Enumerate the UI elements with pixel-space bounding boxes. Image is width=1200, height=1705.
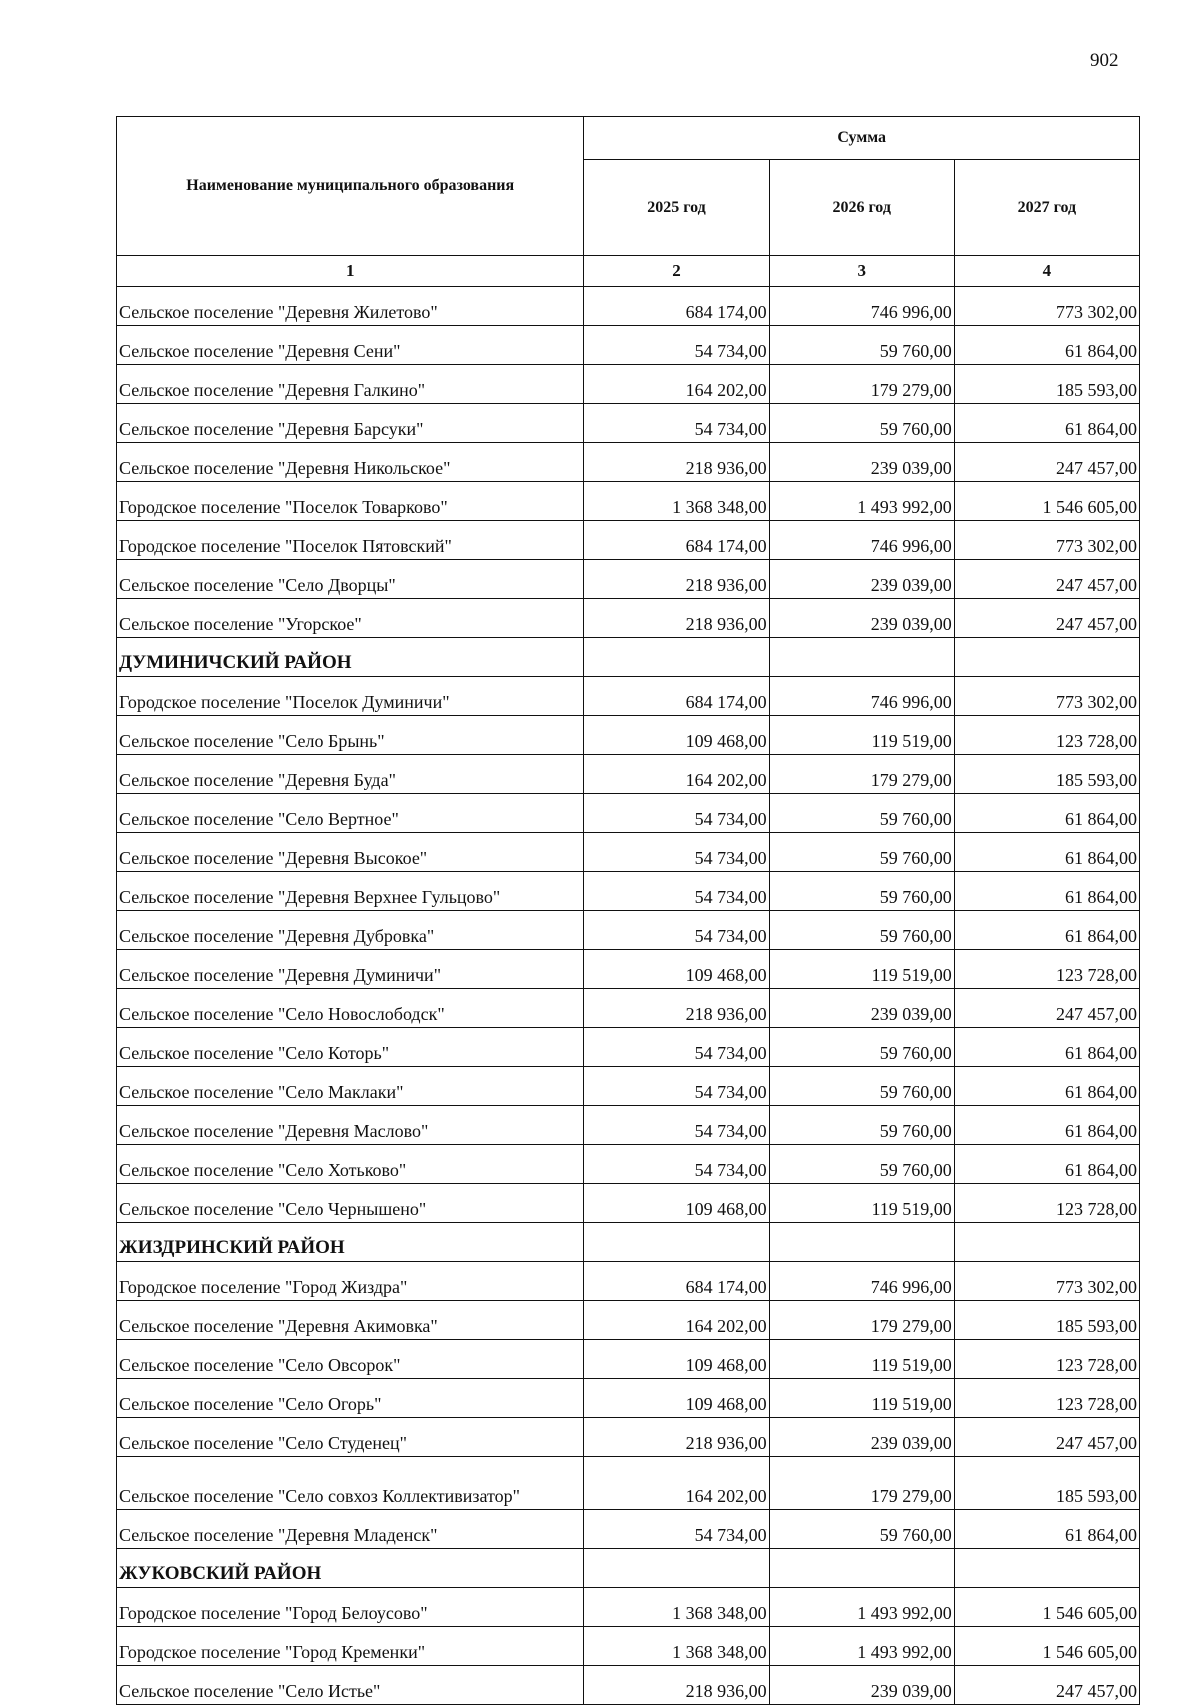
- municipality-name: Сельское поселение "Село Дворцы": [117, 560, 584, 599]
- value-2027: 61 864,00: [954, 1106, 1139, 1145]
- table-row: [117, 326, 1140, 365]
- value-2025: 54 734,00: [584, 833, 769, 872]
- col-number-1: 1: [117, 256, 584, 287]
- value-2027: 247 457,00: [954, 560, 1139, 599]
- value-2026: 59 760,00: [769, 872, 954, 911]
- table-row: [117, 1666, 1140, 1705]
- value-2027: 773 302,00: [954, 677, 1139, 716]
- value-2026: 179 279,00: [769, 365, 954, 404]
- value-2025: 164 202,00: [584, 755, 769, 794]
- value-2027: 61 864,00: [954, 911, 1139, 950]
- table-row: [117, 716, 1140, 755]
- value-2025: 1 368 348,00: [584, 1588, 769, 1627]
- municipality-name: Сельское поселение "Село совхоз Коллективизатор": [117, 1457, 584, 1510]
- table-row: [117, 482, 1140, 521]
- municipality-name: Сельское поселение "Село Овсорок": [117, 1340, 584, 1379]
- value-2025: 218 936,00: [584, 599, 769, 638]
- table-body: [117, 287, 1140, 1705]
- table-row: [117, 1340, 1140, 1379]
- municipality-name: Сельское поселение "Село Которь": [117, 1028, 584, 1067]
- value-2025: 1 368 348,00: [584, 482, 769, 521]
- value-2026: 179 279,00: [769, 1301, 954, 1340]
- municipality-name: Сельское поселение "Деревня Думиничи": [117, 950, 584, 989]
- value-2027: 123 728,00: [954, 1340, 1139, 1379]
- section-row: [117, 1549, 1140, 1588]
- value-2027: 185 593,00: [954, 1457, 1139, 1510]
- section-row: [117, 638, 1140, 677]
- empty-cell: [584, 1549, 769, 1588]
- empty-cell: [584, 1223, 769, 1262]
- value-2026: 746 996,00: [769, 521, 954, 560]
- table-row: [117, 872, 1140, 911]
- municipality-name: Сельское поселение "Деревня Сени": [117, 326, 584, 365]
- value-2025: 54 734,00: [584, 794, 769, 833]
- empty-cell: [584, 638, 769, 677]
- municipality-name: Сельское поселение "Село Маклаки": [117, 1067, 584, 1106]
- municipality-name: Сельское поселение "Село Чернышено": [117, 1184, 584, 1223]
- table-row: [117, 1067, 1140, 1106]
- value-2027: 61 864,00: [954, 1028, 1139, 1067]
- value-2027: 123 728,00: [954, 1184, 1139, 1223]
- empty-cell: [769, 1549, 954, 1588]
- section-title: ЖИЗДРИНСКИЙ РАЙОН: [117, 1223, 584, 1262]
- value-2025: 109 468,00: [584, 1340, 769, 1379]
- col-number-2: 2: [584, 256, 769, 287]
- municipality-name: Городское поселение "Поселок Пятовский": [117, 521, 584, 560]
- value-2026: 1 493 992,00: [769, 482, 954, 521]
- municipality-name: Сельское поселение "Деревня Жилетово": [117, 287, 584, 326]
- municipality-name: Сельское поселение "Деревня Барсуки": [117, 404, 584, 443]
- value-2025: 684 174,00: [584, 287, 769, 326]
- value-2025: 54 734,00: [584, 404, 769, 443]
- value-2025: 684 174,00: [584, 677, 769, 716]
- value-2027: 61 864,00: [954, 872, 1139, 911]
- municipality-name: Городское поселение "Поселок Товарково": [117, 482, 584, 521]
- section-title: ЖУКОВСКИЙ РАЙОН: [117, 1549, 584, 1588]
- value-2025: 54 734,00: [584, 911, 769, 950]
- value-2025: 164 202,00: [584, 365, 769, 404]
- value-2026: 59 760,00: [769, 1028, 954, 1067]
- table-row: [117, 599, 1140, 638]
- table-row: [117, 1418, 1140, 1457]
- value-2026: 239 039,00: [769, 443, 954, 482]
- value-2027: 247 457,00: [954, 1418, 1139, 1457]
- empty-cell: [769, 638, 954, 677]
- value-2025: 1 368 348,00: [584, 1627, 769, 1666]
- value-2026: 746 996,00: [769, 677, 954, 716]
- value-2025: 109 468,00: [584, 1379, 769, 1418]
- value-2025: 218 936,00: [584, 560, 769, 599]
- municipality-name: Сельское поселение "Деревня Буда": [117, 755, 584, 794]
- page-number: 902: [1090, 50, 1119, 71]
- value-2026: 59 760,00: [769, 404, 954, 443]
- municipality-name: Сельское поселение "Деревня Высокое": [117, 833, 584, 872]
- value-2025: 54 734,00: [584, 1067, 769, 1106]
- table-row: [117, 443, 1140, 482]
- table-row: [117, 287, 1140, 326]
- value-2025: 218 936,00: [584, 1418, 769, 1457]
- value-2027: 123 728,00: [954, 1379, 1139, 1418]
- value-2027: 247 457,00: [954, 989, 1139, 1028]
- value-2027: 247 457,00: [954, 599, 1139, 638]
- value-2026: 119 519,00: [769, 1379, 954, 1418]
- municipality-name: Сельское поселение "Село Новослободск": [117, 989, 584, 1028]
- municipality-name: Сельское поселение "Село Хотьково": [117, 1145, 584, 1184]
- empty-cell: [769, 1223, 954, 1262]
- empty-cell: [954, 1223, 1139, 1262]
- value-2026: 59 760,00: [769, 1510, 954, 1549]
- value-2025: 164 202,00: [584, 1457, 769, 1510]
- municipality-name: Сельское поселение "Село Брынь": [117, 716, 584, 755]
- value-2027: 773 302,00: [954, 287, 1139, 326]
- municipality-name: Городское поселение "Город Белоусово": [117, 1588, 584, 1627]
- table-row: [117, 1145, 1140, 1184]
- municipality-name: Сельское поселение "Деревня Верхнее Гульцово": [117, 872, 584, 911]
- value-2027: 247 457,00: [954, 443, 1139, 482]
- value-2027: 185 593,00: [954, 1301, 1139, 1340]
- municipality-name: Сельское поселение "Деревня Маслово": [117, 1106, 584, 1145]
- value-2026: 179 279,00: [769, 1457, 954, 1510]
- value-2026: 239 039,00: [769, 599, 954, 638]
- value-2025: 684 174,00: [584, 1262, 769, 1301]
- municipality-name: Сельское поселение "Село Вертное": [117, 794, 584, 833]
- table-row: [117, 833, 1140, 872]
- value-2027: 247 457,00: [954, 1666, 1139, 1705]
- municipality-name: Сельское поселение "Село Огорь": [117, 1379, 584, 1418]
- value-2026: 119 519,00: [769, 950, 954, 989]
- value-2026: 59 760,00: [769, 1106, 954, 1145]
- budget-table: [116, 116, 1140, 1705]
- table-row: [117, 1184, 1140, 1223]
- value-2025: 54 734,00: [584, 1145, 769, 1184]
- municipality-name: Городское поселение "Поселок Думиничи": [117, 677, 584, 716]
- municipality-name: Городское поселение "Город Жиздра": [117, 1262, 584, 1301]
- table-header: [117, 117, 1140, 287]
- table-row: [117, 794, 1140, 833]
- header-year-2027: 2027 год: [954, 160, 1139, 256]
- value-2027: 61 864,00: [954, 1510, 1139, 1549]
- value-2026: 239 039,00: [769, 560, 954, 599]
- col-number-3: 3: [769, 256, 954, 287]
- value-2026: 746 996,00: [769, 1262, 954, 1301]
- value-2025: 54 734,00: [584, 1510, 769, 1549]
- value-2027: 185 593,00: [954, 755, 1139, 794]
- value-2025: 54 734,00: [584, 1106, 769, 1145]
- value-2027: 773 302,00: [954, 1262, 1139, 1301]
- municipality-name: Городское поселение "Город Кременки": [117, 1627, 584, 1666]
- value-2026: 119 519,00: [769, 1340, 954, 1379]
- value-2025: 54 734,00: [584, 1028, 769, 1067]
- table-row: [117, 1106, 1140, 1145]
- value-2026: 239 039,00: [769, 989, 954, 1028]
- value-2026: 59 760,00: [769, 326, 954, 365]
- table-row: [117, 1262, 1140, 1301]
- value-2026: 59 760,00: [769, 794, 954, 833]
- value-2025: 109 468,00: [584, 950, 769, 989]
- value-2026: 239 039,00: [769, 1666, 954, 1705]
- table-row: [117, 989, 1140, 1028]
- value-2025: 164 202,00: [584, 1301, 769, 1340]
- value-2027: 61 864,00: [954, 326, 1139, 365]
- table-row: [117, 755, 1140, 794]
- header-name-column: Наименование муниципального образования: [117, 117, 584, 256]
- value-2025: 54 734,00: [584, 326, 769, 365]
- value-2025: 109 468,00: [584, 1184, 769, 1223]
- value-2025: 218 936,00: [584, 1666, 769, 1705]
- col-number-4: 4: [954, 256, 1139, 287]
- value-2026: 59 760,00: [769, 911, 954, 950]
- value-2027: 61 864,00: [954, 1067, 1139, 1106]
- table-row: [117, 404, 1140, 443]
- value-2025: 109 468,00: [584, 716, 769, 755]
- header-year-2026: 2026 год: [769, 160, 954, 256]
- value-2027: 1 546 605,00: [954, 482, 1139, 521]
- value-2027: 123 728,00: [954, 716, 1139, 755]
- empty-cell: [954, 1549, 1139, 1588]
- municipality-name: Сельское поселение "Деревня Никольское": [117, 443, 584, 482]
- value-2025: 218 936,00: [584, 443, 769, 482]
- value-2027: 123 728,00: [954, 950, 1139, 989]
- table-row: [117, 560, 1140, 599]
- table-row: [117, 950, 1140, 989]
- value-2027: 61 864,00: [954, 833, 1139, 872]
- section-title: ДУМИНИЧСКИЙ РАЙОН: [117, 638, 584, 677]
- value-2026: 59 760,00: [769, 1067, 954, 1106]
- value-2027: 61 864,00: [954, 794, 1139, 833]
- value-2026: 1 493 992,00: [769, 1588, 954, 1627]
- table-row: [117, 1379, 1140, 1418]
- municipality-name: Сельское поселение "Угорское": [117, 599, 584, 638]
- value-2026: 119 519,00: [769, 716, 954, 755]
- municipality-name: Сельское поселение "Деревня Акимовка": [117, 1301, 584, 1340]
- value-2025: 54 734,00: [584, 872, 769, 911]
- table-row: [117, 1510, 1140, 1549]
- table-row: [117, 521, 1140, 560]
- value-2026: 59 760,00: [769, 833, 954, 872]
- value-2026: 1 493 992,00: [769, 1627, 954, 1666]
- table-row: [117, 1627, 1140, 1666]
- value-2027: 1 546 605,00: [954, 1588, 1139, 1627]
- value-2027: 61 864,00: [954, 1145, 1139, 1184]
- value-2026: 239 039,00: [769, 1418, 954, 1457]
- municipality-name: Сельское поселение "Деревня Младенск": [117, 1510, 584, 1549]
- table-row: [117, 911, 1140, 950]
- table-row: [117, 1588, 1140, 1627]
- header-year-2025: 2025 год: [584, 160, 769, 256]
- table-row: [117, 365, 1140, 404]
- table-row: [117, 677, 1140, 716]
- value-2026: 746 996,00: [769, 287, 954, 326]
- municipality-name: Сельское поселение "Село Истье": [117, 1666, 584, 1705]
- header-sum: Сумма: [584, 117, 1140, 160]
- value-2025: 218 936,00: [584, 989, 769, 1028]
- value-2027: 185 593,00: [954, 365, 1139, 404]
- section-row: [117, 1223, 1140, 1262]
- empty-cell: [954, 638, 1139, 677]
- value-2026: 179 279,00: [769, 755, 954, 794]
- municipality-name: Сельское поселение "Деревня Галкино": [117, 365, 584, 404]
- value-2026: 119 519,00: [769, 1184, 954, 1223]
- table-row: [117, 1028, 1140, 1067]
- value-2026: 59 760,00: [769, 1145, 954, 1184]
- value-2025: 684 174,00: [584, 521, 769, 560]
- municipality-name: Сельское поселение "Село Студенец": [117, 1418, 584, 1457]
- table-row: [117, 1457, 1140, 1510]
- municipality-name: Сельское поселение "Деревня Дубровка": [117, 911, 584, 950]
- table-row: [117, 1301, 1140, 1340]
- value-2027: 61 864,00: [954, 404, 1139, 443]
- value-2027: 1 546 605,00: [954, 1627, 1139, 1666]
- value-2027: 773 302,00: [954, 521, 1139, 560]
